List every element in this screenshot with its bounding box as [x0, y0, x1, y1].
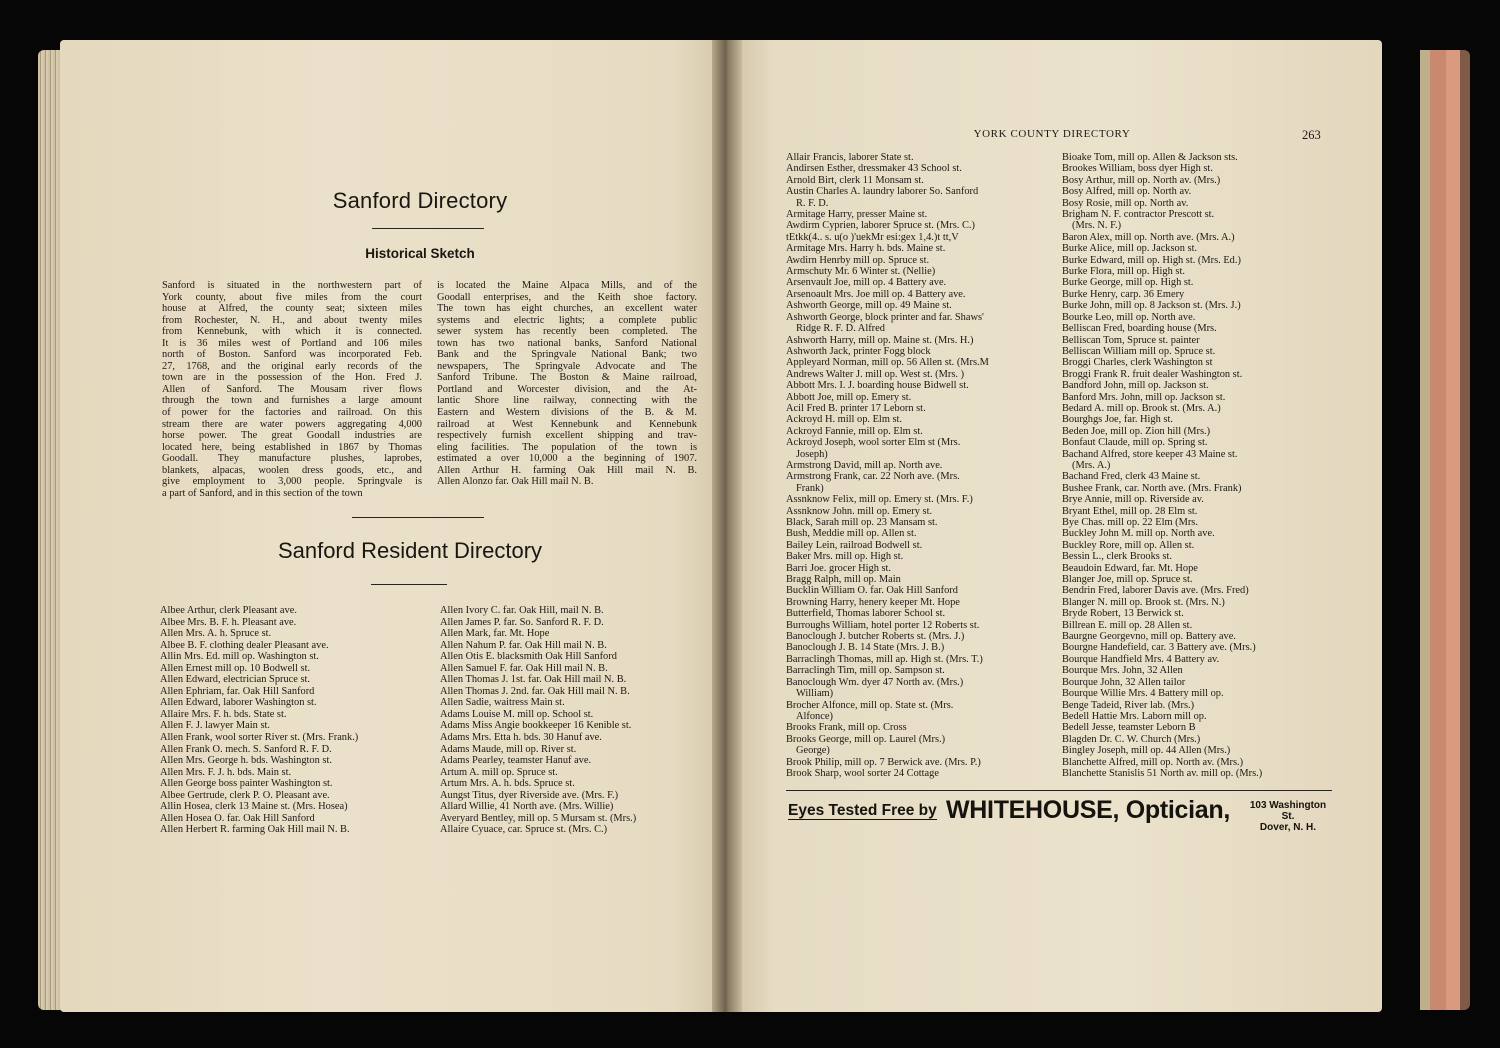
text-line: Allen Herbert R. farming Oak Hill mail N. B.	[160, 824, 350, 836]
text-line: (Mrs. N. F.)	[1072, 220, 1122, 232]
ad-business-name: WHITEHOUSE, Optician,	[946, 796, 1230, 824]
text-line: give employment to 3,000 people. Springvale is	[162, 476, 422, 488]
text-line: Allin Hosea, clerk 13 Maine st. (Mrs. Hosea)	[160, 801, 348, 813]
text-line: Barri Joe. grocer High st.	[786, 562, 892, 574]
text-line: Allin Mrs. Ed. mill op. Washington st.	[160, 651, 319, 663]
text-line: Allen Mark, far. Mt. Hope	[440, 628, 550, 640]
resident-title-rule	[371, 584, 447, 585]
text-line: Ashworth Jack, printer Fogg block	[786, 345, 931, 357]
text-line: town has two national banks, Sanford National	[437, 337, 697, 349]
text-line: Bush, Meddie mill op. Allen st.	[786, 528, 917, 540]
text-line: Banoclough J. butcher Roberts st. (Mrs. J.)	[786, 631, 965, 643]
text-line: The town has eight churches, an excellent water	[437, 303, 697, 315]
text-line: tEtkk(4.. s. u(o )'uekMr esi:gex 1,4.)t tt,V	[786, 231, 959, 243]
text-line: Bushee Frank, car. North ave. (Mrs. Frank)	[1062, 482, 1242, 494]
text-line: Buckley John M. mill op. North ave.	[1062, 528, 1215, 540]
text-line: Adams Louise M. mill op. School st.	[440, 708, 594, 720]
text-line: Awdirm Cyprien, laborer Spruce st. (Mrs. C.)	[786, 220, 975, 232]
text-line: Ackroyd Joseph, wool sorter Elm st (Mrs.	[786, 437, 961, 449]
text-line: Adams Mrs. Etta h. bds. 30 Hanuf ave.	[440, 732, 602, 744]
text-line: Armstrong Frank, car. 22 Norh ave. (Mrs.	[786, 471, 960, 483]
text-line: Bandford John, mill op. Jackson st.	[1062, 380, 1209, 392]
text-line: Brook Sharp, wool sorter 24 Cottage	[786, 767, 939, 779]
text-line: Adams Maude, mill op. River st.	[440, 743, 577, 755]
text-line: Eastern and Western divisions of the B. & M.	[437, 407, 697, 419]
directory-column-2	[1062, 152, 1334, 779]
text-line: Armstrong David, mill ap. North ave.	[786, 459, 943, 471]
text-line: Ashworth Harry, mill op. Maine st. (Mrs. H.)	[786, 334, 974, 346]
text-line: Allen Mrs. F. J. h. bds. Main st.	[160, 766, 292, 778]
text-line: Banoclough J. B. 14 State (Mrs. J. B.)	[786, 642, 945, 654]
text-line: Allard Willie, 41 North ave. (Mrs. Willie)	[440, 801, 614, 813]
text-line: estimated a over 10,000 a the beginning of 1907.	[437, 453, 697, 465]
text-line: Banford Mrs. John, mill op. Jackson st.	[1062, 391, 1226, 403]
ad-address-line-2: Dover, N. H.	[1259, 822, 1317, 833]
text-line: Arsenvault Joe, mill op. 4 Battery ave.	[786, 277, 947, 289]
text-line: Blanchette Stanislis 51 North av. mill op. (Mrs.)	[1062, 767, 1263, 779]
text-line: Austin Charles A. laundry laborer So. Sanford	[786, 186, 979, 198]
text-line: Bosy Arthur, mill op. North av. (Mrs.)	[1062, 174, 1221, 186]
text-line: Baker Mrs. mill op. High st.	[786, 551, 904, 563]
text-line: Allen Edward, laborer Washington st.	[160, 697, 317, 709]
text-line: sewer system has recently been completed. The	[437, 326, 697, 338]
text-line: Bourke Leo, mill op. North ave.	[1062, 311, 1196, 323]
text-line: Allen Ernest mill op. 10 Bodwell st.	[160, 662, 311, 674]
text-line: Allen Thomas J. 1st. far. Oak Hill mail N. B.	[440, 674, 627, 686]
text-line: Albee Gertrude, clerk P. O. Pleasant ave.	[160, 789, 330, 801]
text-line: Blanger Joe, mill op. Spruce st.	[1062, 574, 1193, 586]
text-line: Albee B. F. clothing dealer Pleasant ave.	[160, 639, 329, 651]
text-line: Aungst Titus, dyer Riverside ave. (Mrs. F.)	[440, 789, 619, 801]
directory-column-1	[786, 152, 1058, 779]
text-line: Awdirn Henrby mill op. Spruce st.	[786, 254, 930, 266]
left-page-content	[100, 0, 700, 1048]
text-line: Bragg Ralph, mill op. Main	[786, 574, 901, 586]
text-line: Allen Thomas J. 2nd. far. Oak Hill mail N. B.	[440, 685, 630, 697]
text-line: Butterfield, Thomas laborer School st.	[786, 608, 946, 620]
text-line: Bachand Fred, clerk 43 Maine st.	[1062, 471, 1201, 483]
text-line: Bourghgs Joe, far. High st.	[1062, 414, 1173, 426]
text-line: Blanchette Alfred, mill op. North av. (Mrs.)	[1062, 756, 1244, 768]
text-line: Brookes William, boss dyer High st.	[1062, 163, 1213, 175]
text-line: Andrews Walter J. mill op. West st. (Mrs. )	[786, 368, 965, 380]
text-line: Allen Edward, electrician Spruce st.	[160, 674, 311, 686]
text-line: Abbott Joe, mill op. Emery st.	[786, 391, 912, 403]
text-line: Black, Sarah mill op. 23 Mansam st.	[786, 517, 938, 528]
text-line: Acil Fred B. printer 17 Leborn st.	[786, 402, 926, 414]
text-line: Bryde Robert, 13 Berwick st.	[1062, 608, 1184, 620]
text-line: Bye Chas. mill op. 22 Elm (Mrs.	[1062, 517, 1198, 528]
text-line: through the town and furnishes a large amount	[162, 395, 422, 407]
text-line: horse power. The great Goodall industries are	[162, 430, 422, 442]
text-line: of power for the factories and railroad. On this	[162, 407, 422, 419]
text-line: Benge Tadeid, River lab. (Mrs.)	[1062, 699, 1195, 711]
text-line: Buckley Rore, mill op. Allen st.	[1062, 539, 1195, 551]
text-line: Ashworth George, block printer and far. Shaws'	[786, 311, 984, 323]
text-line: Brook Philip, mill op. 7 Berwick ave. (Mrs. P.)	[786, 756, 981, 768]
text-line: Bedell Hattie Mrs. Laborn mill op.	[1062, 710, 1207, 722]
text-line: R. F. D.	[796, 197, 829, 209]
text-line: Bedell Jesse, teamster Leborn B	[1062, 722, 1196, 734]
text-line: blankets, alpacas, woolen dress goods, etc., and	[162, 464, 422, 476]
text-line: Brocher Alfonce, mill op. State st. (Mrs.	[786, 699, 954, 711]
text-line: from Kennebunk, with which it is connected.	[162, 326, 422, 338]
text-line: Bailey Lein, railroad Bodwell st.	[786, 539, 923, 551]
text-line: from Rochester, N. H., and about twenty miles	[162, 314, 422, 326]
text-line: Allen James P. far. So. Sanford R. F. D.	[440, 616, 604, 628]
text-line: eling facilities. The population of the town is	[437, 441, 697, 453]
text-line: Appleyard Norman, mill op. 56 Allen st. (Mrs.M	[786, 357, 989, 369]
text-line: Sanford is situated in the northwestern part of	[162, 280, 422, 291]
text-line: George)	[796, 745, 830, 757]
text-line: Joseph)	[796, 448, 828, 460]
text-line: Allaire Cyuace, car. Spruce st. (Mrs. C.)	[440, 824, 608, 836]
text-line: north of Boston. Sanford was incorporated Feb.	[162, 349, 422, 361]
advertisement-rule	[786, 790, 1332, 791]
text-line: Bank and the Springvale National Bank; two	[437, 349, 697, 361]
sanford-directory-title: Sanford Directory	[332, 188, 508, 213]
text-line: Ackroyd Fannie, mill op. Elm st.	[786, 425, 923, 437]
text-line: town are in the possession of the Hon. Fred J.	[162, 372, 422, 384]
text-line: Bucklin William O. far. Oak Hill Sanford	[786, 585, 958, 597]
text-line: Abbott Mrs. I. J. boarding house Bidwell st.	[786, 380, 969, 392]
text-line: Allen Mrs. George h. bds. Washington st.	[160, 755, 332, 767]
text-line: stream there are water powers aggregating 4,000	[162, 418, 422, 430]
text-line: Burke Flora, mill op. High st.	[1062, 266, 1185, 278]
text-line: Burke Edward, mill op. High st. (Mrs. Ed.)	[1062, 254, 1241, 266]
text-line: Alfonce)	[796, 710, 833, 722]
historical-sketch-column-2	[437, 280, 697, 488]
text-line: Allen of Sanford. The Mousam river flows	[162, 383, 422, 395]
book-gutter	[712, 40, 742, 1012]
text-line: Assnknow John. mill op. Emery st.	[786, 505, 933, 517]
text-line: Belliscan William mill op. Spruce st.	[1062, 345, 1216, 357]
text-line: Allen Frank, wool sorter River st. (Mrs. Frank.)	[160, 732, 359, 744]
text-line: Allen Mrs. A. h. Spruce st.	[160, 628, 272, 640]
text-line: William)	[796, 688, 834, 700]
text-line: Bryant Ethel, mill op. 28 Elm st.	[1062, 505, 1198, 517]
section-rule	[352, 517, 484, 518]
text-line: Burke George, mill op. High st.	[1062, 277, 1194, 289]
page-edges-right	[1420, 50, 1470, 1010]
text-line: Bourque Mrs. John, 32 Allen	[1062, 665, 1183, 677]
text-line: Allen Sadie, waitress Main st.	[440, 697, 565, 709]
text-line: Bedard A. mill op. Brook st. (Mrs. A.)	[1062, 402, 1221, 414]
text-line: Allen Arthur H. farming Oak Hill mail N. B.	[437, 464, 697, 476]
text-line: Bachand Alfred, store keeper 43 Maine st.	[1062, 448, 1238, 460]
text-line: Armschuty Mr. 6 Winter st. (Nellie)	[786, 266, 936, 278]
text-line: Albee Arthur, clerk Pleasant ave.	[160, 605, 297, 616]
text-line: Beaudoin Edward, far. Mt. Hope	[1062, 562, 1198, 574]
text-line: Allair Francis, laborer State st.	[786, 152, 914, 163]
text-line: Goodall. They manufacture plushes, laprobes,	[162, 453, 422, 465]
text-line: It is 36 miles west of Portland and 106 miles	[162, 337, 422, 349]
text-line: Beden Joe, mill op. Zion hill (Mrs.)	[1062, 425, 1211, 437]
text-line: Baurgne Georgevno, mill op. Battery ave.	[1062, 631, 1236, 643]
text-line: Portland and Worcester division, and the At-	[437, 383, 697, 395]
text-line: house at Alfred, the county seat; sixteen miles	[162, 303, 422, 315]
text-line: Brye Annie, mill op. Riverside av.	[1062, 494, 1204, 506]
text-line: Frank)	[796, 482, 824, 494]
text-line: Allen Otis E. blacksmith Oak Hill Sanford	[440, 651, 617, 663]
text-line: systems and electric lights; a complete public	[437, 314, 697, 326]
text-line: Sanford Tribune. The Boston & Maine railroad,	[437, 372, 697, 384]
text-line: Ashworth George, mill op. 49 Maine st.	[786, 300, 952, 312]
text-line: Albee Mrs. B. F. h. Pleasant ave.	[160, 616, 297, 628]
ad-tagline: Eyes Tested Free by	[788, 802, 937, 819]
text-line: Blanger N. mill op. Brook st. (Mrs. N.)	[1062, 596, 1225, 608]
text-line: Artum A. mill op. Spruce st.	[440, 766, 558, 778]
text-line: Burke Henry, carp. 36 Emery	[1062, 288, 1185, 300]
historical-sketch-heading: Historical Sketch	[365, 246, 475, 261]
text-line: Bessin L., clerk Brooks st.	[1062, 551, 1172, 563]
text-line: Arnold Birt, clerk 11 Monsam st.	[786, 174, 924, 186]
text-line: Burroughs William, hotel porter 12 Roberts st.	[786, 619, 980, 631]
text-line: Adams Miss Angie bookkeeper 16 Kenible st.	[440, 720, 632, 732]
text-line: Armitage Harry, presser Maine st.	[786, 209, 928, 221]
text-line: Burke Alice, mill op. Jackson st.	[1062, 243, 1198, 255]
text-line: Brooks Frank, mill op. Cross	[786, 722, 907, 734]
text-line: 27, 1768, and the original early records of the	[162, 360, 422, 372]
text-line: Bingley Joseph, mill op. 44 Allen (Mrs.)	[1062, 745, 1231, 757]
ad-address	[1244, 800, 1332, 833]
text-line: Armitage Mrs. Harry h. bds. Maine st.	[786, 243, 946, 255]
text-line: Barraclingh Tim, mill op. Sampson st.	[786, 665, 945, 677]
text-line: Allen F. J. lawyer Main st.	[160, 720, 270, 732]
resident-column-2	[440, 605, 718, 836]
text-line: railroad at West Kennebunk and Kennebunk	[437, 418, 697, 430]
text-line: Allen Ephriam, far. Oak Hill Sanford	[160, 685, 315, 697]
page-number: 263	[1302, 128, 1321, 142]
resident-column-1	[160, 605, 438, 836]
text-line: Bourque John, 32 Allen tailor	[1062, 676, 1186, 688]
text-line: Adams Pearley, teamster Hanuf ave.	[440, 755, 592, 767]
text-line: Browning Harry, henery keeper Mt. Hope	[786, 596, 960, 608]
text-line: Brooks George, mill op. Laurel (Mrs.)	[786, 733, 946, 745]
text-line: located here, being established in 1867 by Thomas	[162, 441, 422, 453]
text-line: Andirsen Esther, dressmaker 43 School st.	[786, 163, 962, 175]
text-line: Bosy Alfred, mill op. North av.	[1062, 186, 1192, 198]
text-line: respectively furnish excellent shipping and trav-	[437, 430, 697, 442]
title-rule	[372, 228, 484, 229]
ad-address-line-1: 103 Washington St.	[1249, 800, 1327, 822]
text-line: Ackroyd H. mill op. Elm st.	[786, 414, 903, 426]
text-line: Brigham N. F. contractor Prescott st.	[1062, 209, 1215, 221]
text-line: Bonfaut Claude, mill op. Spring st.	[1062, 437, 1208, 449]
text-line: Belliscan Tom, Spruce st. painter	[1062, 334, 1200, 346]
text-line: Burke John, mill op. 8 Jackson st. (Mrs. J.)	[1062, 300, 1241, 312]
text-line: Broggi Charles, clerk Washington st	[1062, 357, 1213, 369]
text-line: (Mrs. A.)	[1072, 459, 1111, 471]
text-line: Allen Hosea O. far. Oak Hill Sanford	[160, 812, 315, 824]
text-line: Allaire Mrs. F. h. bds. State st.	[160, 708, 287, 720]
text-line: Belliscan Fred, boarding house (Mrs.	[1062, 323, 1217, 335]
text-line: Allen Samuel F. far. Oak Hill mail N. B.	[440, 662, 608, 674]
text-line: Banoclough Wm. dyer 47 North av. (Mrs.)	[786, 676, 964, 688]
text-line: Bosy Rosie, mill op. North av.	[1062, 197, 1189, 209]
text-line: Bioake Tom, mill op. Allen & Jackson sts.	[1062, 152, 1238, 163]
text-line: Billrean E. mill op. 28 Allen st.	[1062, 619, 1193, 631]
text-line: Allen George boss painter Washington st.	[160, 778, 333, 790]
historical-sketch-column-1	[162, 280, 422, 499]
text-line: Bendrin Fred, laborer Davis ave. (Mrs. Fred)	[1062, 585, 1249, 597]
text-line: Blagden Dr. C. W. Church (Mrs.)	[1062, 733, 1201, 745]
text-line: Ridge R. F. D. Alfred	[796, 323, 885, 335]
text-line: Allen Frank O. mech. S. Sanford R. F. D.	[160, 743, 332, 755]
text-line: Bourque Willie Mrs. 4 Battery mill op.	[1062, 688, 1224, 700]
text-line: newspapers, The Springvale Advocate and The	[437, 360, 697, 372]
text-line: York county, about five miles from the court	[162, 291, 422, 303]
text-line: Bourque Handfield Mrs. 4 Battery av.	[1062, 653, 1220, 665]
text-line: lantic Shore line railway, connecting with the	[437, 395, 697, 407]
text-line: Barraclingh Thomas, mill ap. High st. (Mrs. T.)	[786, 653, 983, 665]
advertisement	[786, 796, 1332, 833]
text-line: Averyard Bentley, mill op. 5 Mursam st. (Mrs.)	[440, 812, 637, 824]
text-line: Assnknow Felix, mill op. Emery st. (Mrs. F.)	[786, 494, 973, 506]
text-line: Arsenoault Mrs. Joe mill op. 4 Battery ave.	[786, 288, 966, 300]
text-line: a part of Sanford, and in this section of the town	[162, 487, 363, 499]
text-line: Allen Ivory C. far. Oak Hill, mail N. B.	[440, 605, 604, 616]
text-line: Allen Nahum P. far. Oak Hill mail N. B.	[440, 639, 607, 651]
running-head: YORK COUNTY DIRECTORY	[973, 128, 1131, 140]
text-line: Baron Alex, mill op. North ave. (Mrs. A.)	[1062, 231, 1235, 243]
text-line: Allen Alonzo far. Oak Hill mail N. B.	[437, 476, 594, 488]
resident-directory-title: Sanford Resident Directory	[277, 538, 543, 563]
text-line: is located the Maine Alpaca Mills, and of the	[437, 280, 697, 291]
text-line: Goodall enterprises, and the Keith shoe factory.	[437, 291, 697, 303]
text-line: Artum Mrs. A. h. bds. Spruce st.	[440, 778, 575, 790]
text-line: Bourgne Handefield, car. 3 Battery ave. (Mrs.)	[1062, 642, 1256, 654]
text-line: Broggi Frank R. fruit dealer Washington st.	[1062, 368, 1243, 380]
